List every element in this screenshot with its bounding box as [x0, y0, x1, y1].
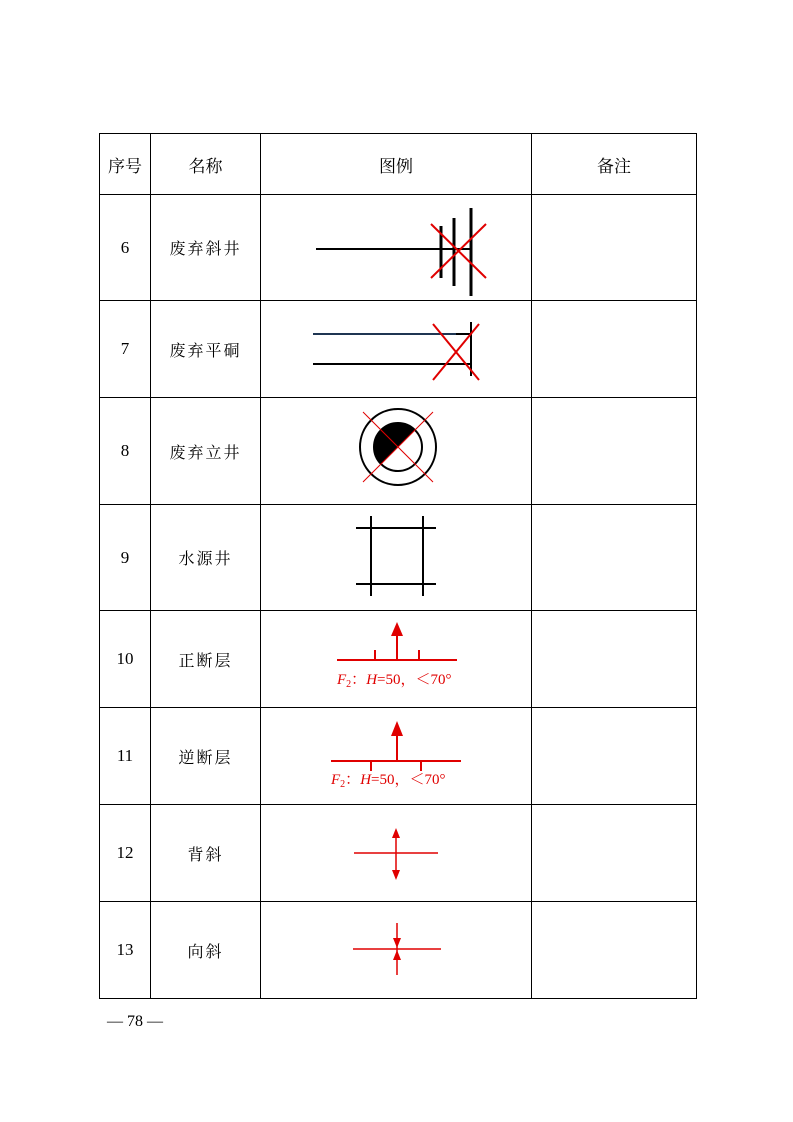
figure-cell — [261, 708, 532, 805]
row-note — [532, 611, 697, 708]
table-row — [100, 301, 697, 398]
row-name: 水源井 — [151, 505, 261, 611]
row-note — [532, 398, 697, 505]
table-row — [100, 902, 697, 999]
row-name: 废弃斜井 — [151, 195, 261, 301]
row-name: 向斜 — [151, 902, 261, 999]
water-source-well-icon — [261, 506, 531, 610]
row-number: 12 — [100, 805, 151, 902]
header-note: 备注 — [532, 134, 697, 195]
page-number: — 78 — — [107, 1013, 163, 1030]
row-name: 正断层 — [151, 611, 261, 708]
row-note — [532, 805, 697, 902]
table-row — [100, 805, 697, 902]
figure-cell — [261, 301, 532, 398]
row-number: 7 — [100, 301, 151, 398]
row-number: 6 — [100, 195, 151, 301]
table-row — [100, 611, 697, 708]
header-figure: 图例 — [261, 134, 532, 195]
table-row — [100, 505, 697, 611]
row-number: 11 — [100, 708, 151, 805]
normal-fault-icon — [261, 612, 531, 707]
row-number: 9 — [100, 505, 151, 611]
row-number: 10 — [100, 611, 151, 708]
abandoned-inclined-shaft-icon — [261, 196, 531, 300]
figure-cell — [261, 805, 532, 902]
table-row — [100, 398, 697, 505]
figure-cell — [261, 195, 532, 301]
figure-cell — [261, 611, 532, 708]
figure-cell — [261, 902, 532, 999]
row-note — [532, 505, 697, 611]
syncline-icon — [261, 903, 531, 998]
reverse-fault-icon — [261, 709, 531, 804]
table-row — [100, 708, 697, 805]
row-note — [532, 195, 697, 301]
header-name: 名称 — [151, 134, 261, 195]
header-no: 序号 — [100, 134, 151, 195]
legend-table — [99, 133, 697, 999]
figure-cell — [261, 398, 532, 505]
abandoned-vertical-shaft-icon — [261, 399, 531, 504]
row-name: 背斜 — [151, 805, 261, 902]
row-name: 废弃立井 — [151, 398, 261, 505]
row-number: 8 — [100, 398, 151, 505]
row-name: 废弃平硐 — [151, 301, 261, 398]
row-note — [532, 708, 697, 805]
fault-label: $F_2$：H=50，＜70° — [331, 771, 446, 790]
row-note — [532, 301, 697, 398]
header-row — [100, 134, 697, 195]
figure-cell — [261, 505, 532, 611]
row-note — [532, 902, 697, 999]
row-number: 13 — [100, 902, 151, 999]
anticline-icon — [261, 806, 531, 901]
fault-label: $F_2$：H=50，＜70° — [337, 671, 452, 690]
table-row — [100, 195, 697, 301]
abandoned-adit-icon — [261, 302, 531, 397]
row-name: 逆断层 — [151, 708, 261, 805]
